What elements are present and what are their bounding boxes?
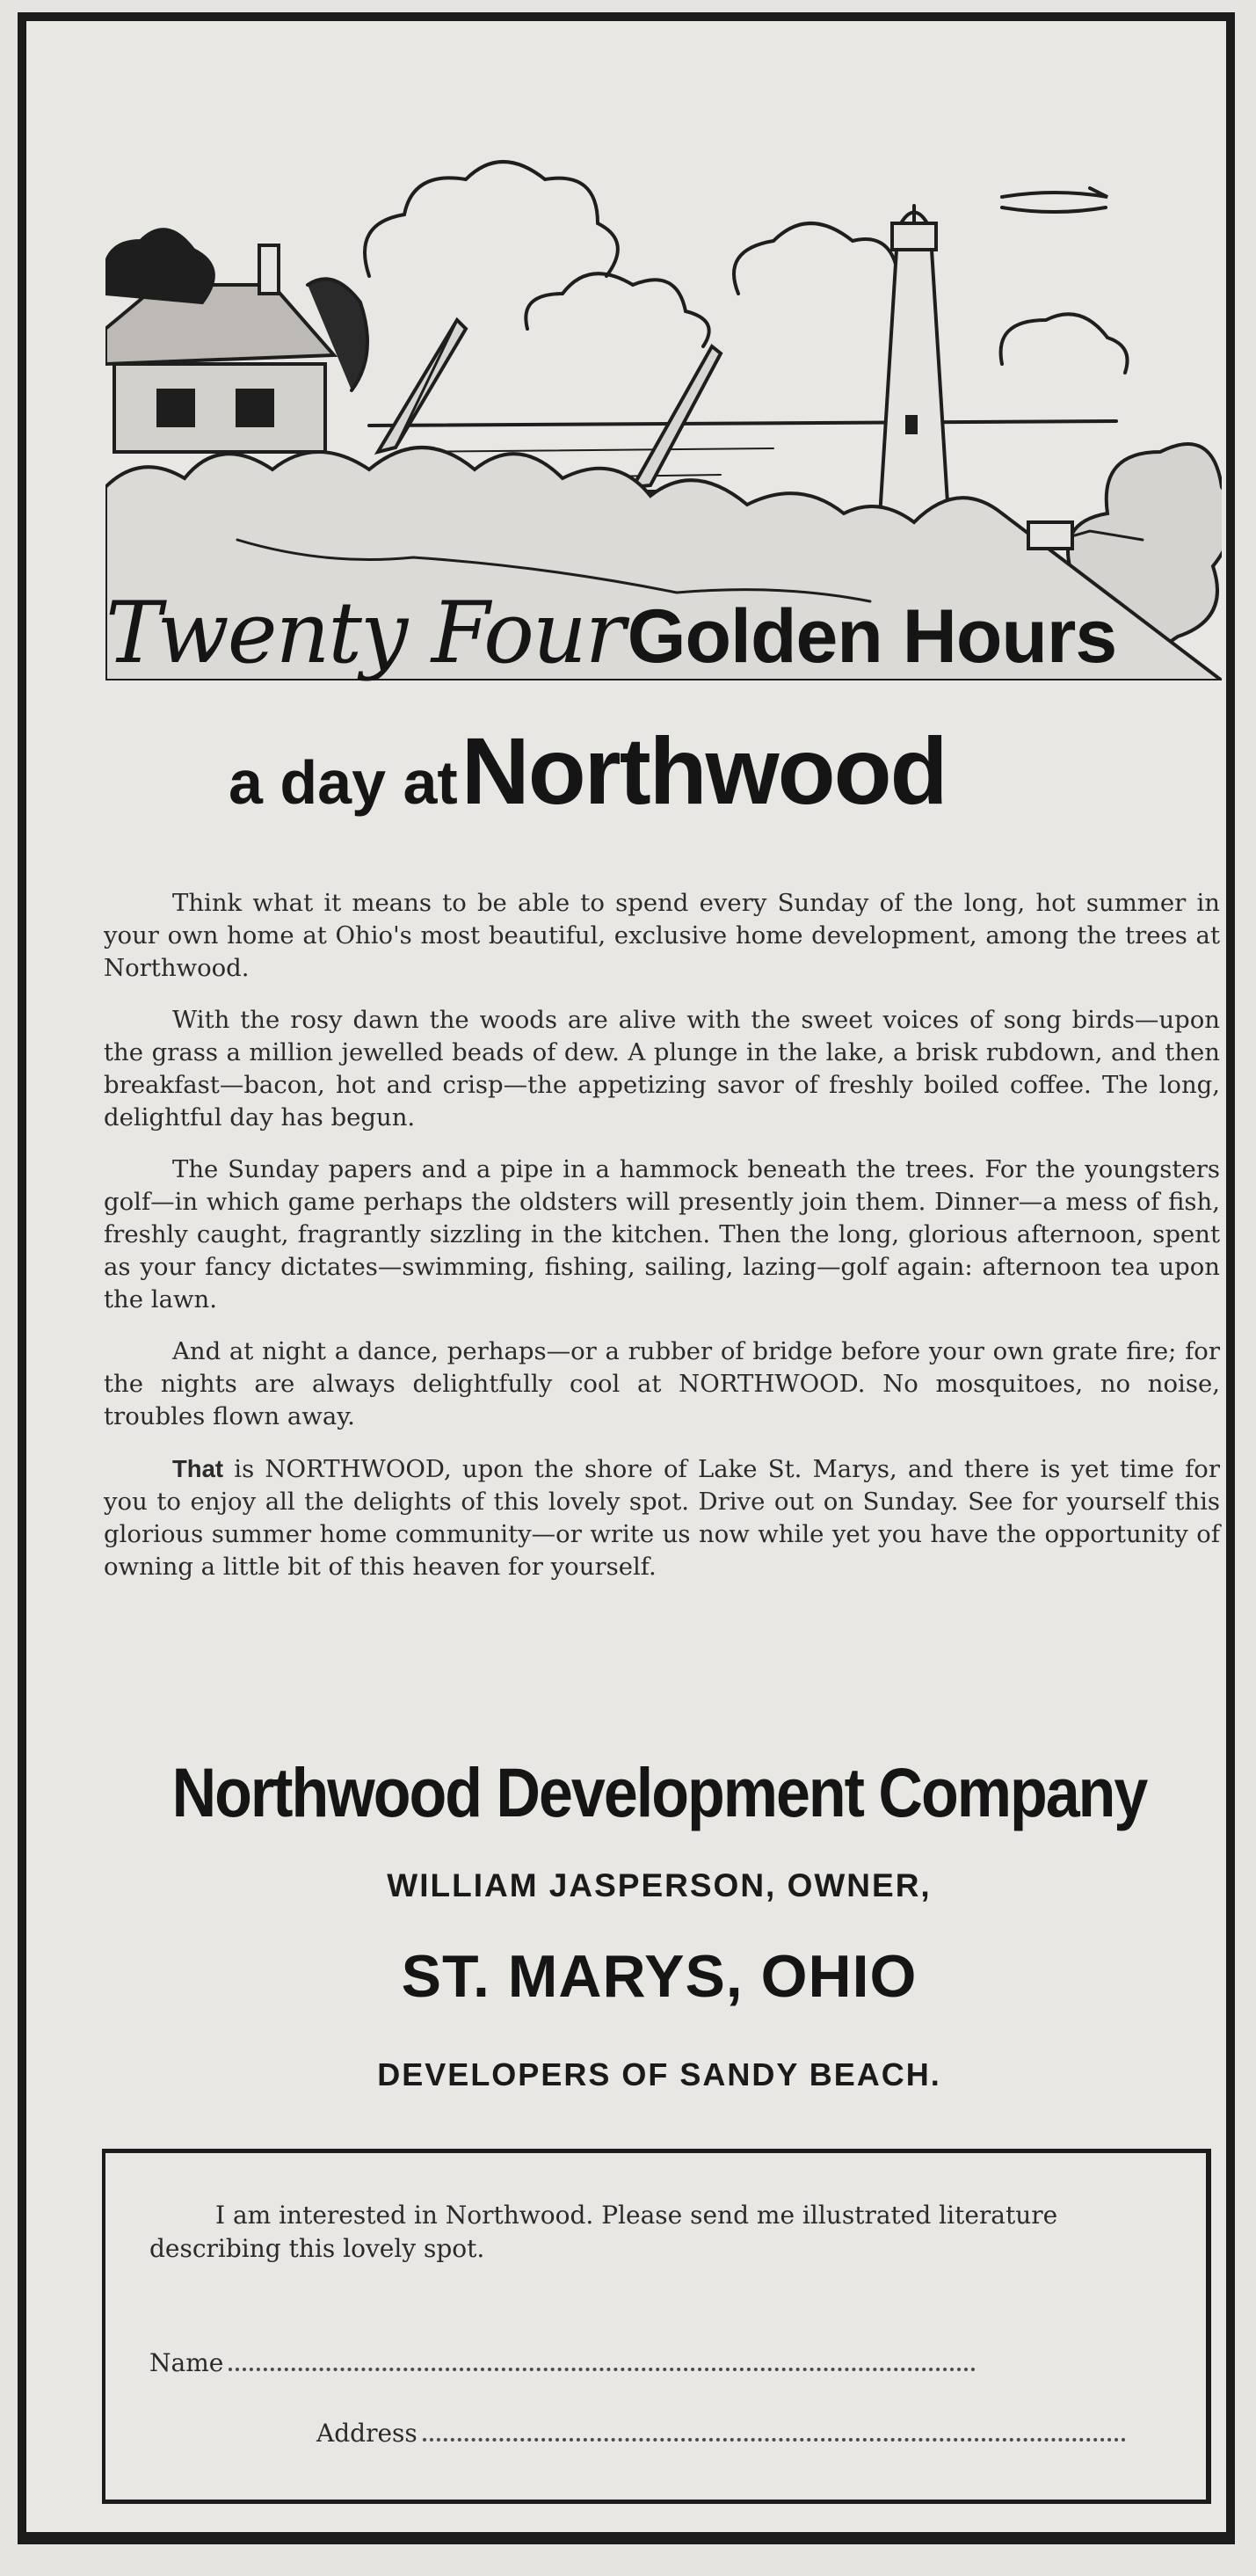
cloud-right — [734, 223, 897, 294]
paragraph-1: Think what it means to be able to spend every Sunday of the long, hot summer in your own home at Ohio's most beautiful, exclusive home development, among the trees at Northwood. — [104, 889, 1220, 982]
dock — [1028, 522, 1072, 549]
paragraph-5-text: is NORTHWOOD, upon the shore of Lake St. Marys, and there is yet time for you to enjoy all the delights of this lovely spot. Drive out on Sunday. See for yourself this glorious summer home community—or write us now while yet you have the opportunity of owning a little bit of this heaven for yourself. — [104, 1455, 1220, 1581]
body-copy — [104, 887, 1220, 1603]
cottage-wall — [114, 364, 325, 452]
owner-line: WILLIAM JASPERSON, OWNER, — [387, 1867, 932, 1903]
lighthouse — [879, 250, 949, 531]
cloud-left — [365, 162, 618, 276]
name-field[interactable] — [149, 2348, 976, 2377]
name-blank-line[interactable] — [229, 2367, 976, 2371]
headline-script: Twenty Four — [105, 584, 624, 682]
mail-in-coupon — [102, 2149, 1211, 2504]
paragraph-5-lead: That — [172, 1455, 224, 1482]
trees-left — [105, 229, 214, 302]
headline-line-1 — [105, 584, 1213, 716]
city-line: ST. MARYS, OHIO — [401, 1943, 918, 2010]
paragraph-5 — [104, 1452, 1220, 1583]
cloud-far-right — [1001, 314, 1128, 373]
sailboat-left — [378, 320, 466, 452]
address-field[interactable] — [316, 2419, 1126, 2448]
name-label: Name — [149, 2348, 224, 2377]
headline-bold: Golden Hours — [627, 594, 1117, 679]
horizon-line — [369, 421, 1116, 426]
paragraph-2: With the rosy dawn the woods are alive with the sweet voices of song birds—upon the grass a million jewelled beads of dew. A plunge in the lake, a brisk rubdown, and then breakfast—bacon, hot and crisp—the appetizing savor of freshly boiled coffee. The long, delightful day has begun. — [104, 1006, 1220, 1132]
coupon-text: I am interested in Northwood. Please send me illustrated literature describing this lovely spot. — [149, 2201, 1058, 2263]
sailboat-center — [633, 346, 721, 487]
water-line-1 — [404, 448, 773, 452]
paragraph-4: And at night a dance, perhaps—or a rubber of bridge before your own grate fire; for the nights are always delightfully cool at NORTHWOOD. No mosquitoes, no noise, troubles flown away. — [104, 1337, 1220, 1430]
developers-line: DEVELOPERS OF SANDY BEACH. — [377, 2056, 941, 2092]
paragraph-3: The Sunday papers and a pipe in a hammock beneath the trees. For the youngsters golf—in which game perhaps the oldsters will presently join them. Dinner—a mess of fish, freshly caught, fragrantly sizzling in the kitchen. Then the long, glorious afternoon, spent as your fancy dictates—swimming, fishing, sailing, lazing—golf again: afternoon tea upon the lawn. — [104, 1155, 1220, 1313]
advertisement-frame — [18, 12, 1235, 2544]
headline-northwood: Northwood — [461, 717, 947, 824]
headline-a-day-at: a day at — [229, 748, 458, 817]
cloud-center — [526, 273, 708, 346]
cottage-chimney — [259, 245, 279, 294]
address-blank-line[interactable] — [423, 2437, 1126, 2441]
address-label: Address — [316, 2419, 417, 2448]
headline-line-2 — [229, 716, 1222, 830]
sky-streak — [1002, 188, 1107, 212]
company-name: Northwood Development Company — [171, 1754, 1147, 1831]
